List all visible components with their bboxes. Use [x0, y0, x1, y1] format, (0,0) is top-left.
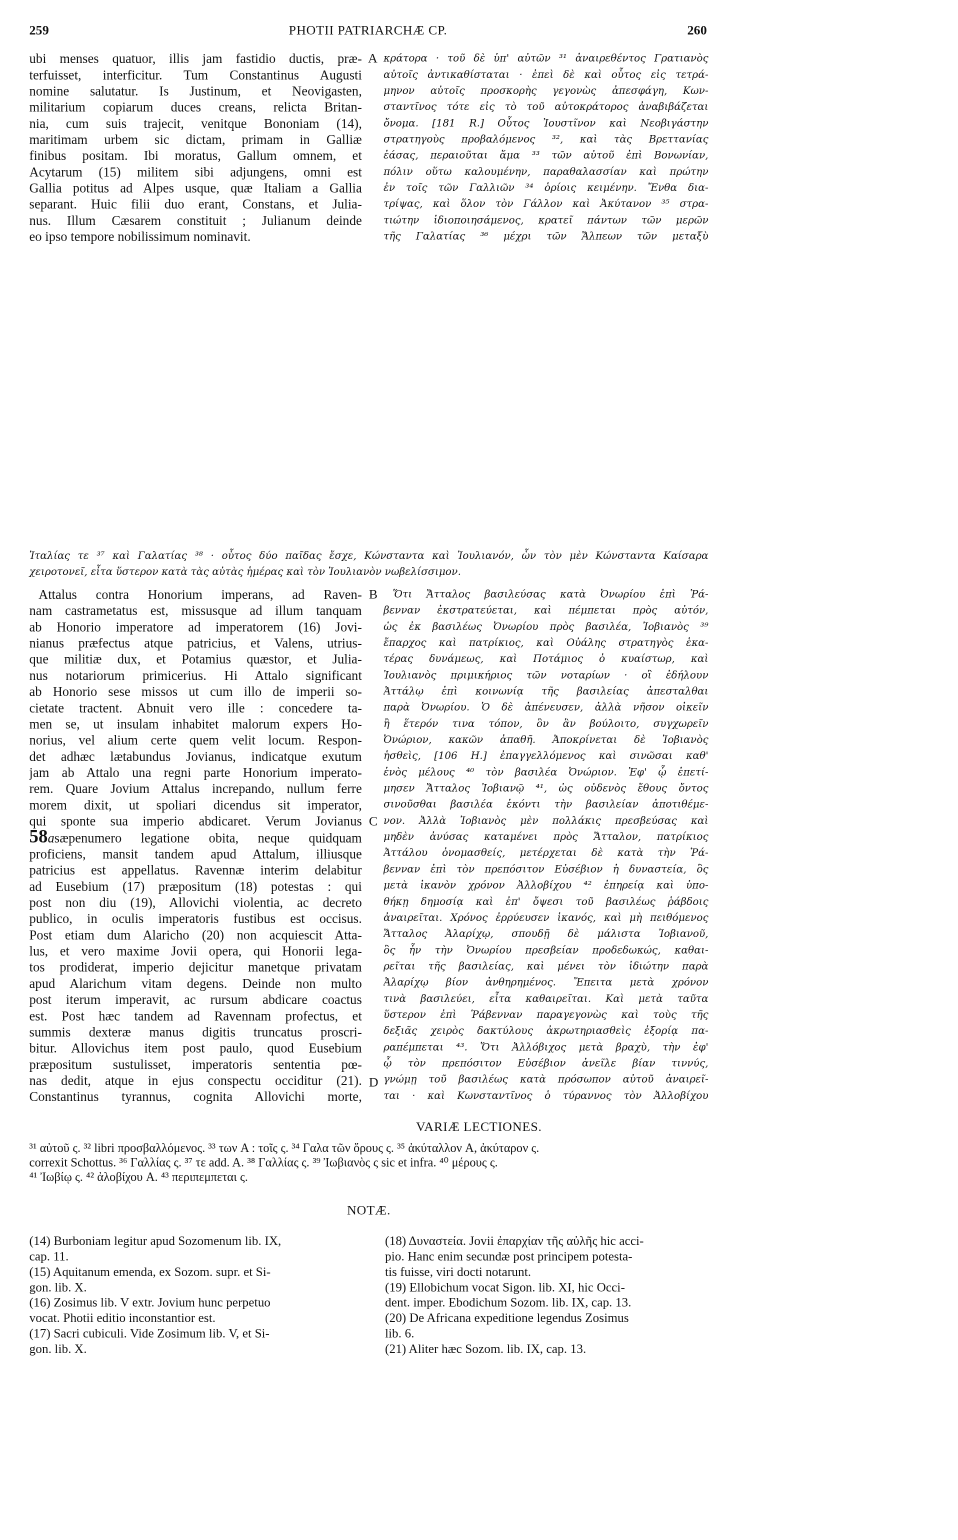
variae-heading: VARIÆ LECTIONES.	[416, 1119, 542, 1135]
note-line: (14) Burboniam legitur apud Sozomenum lib. IX,	[29, 1233, 282, 1249]
text-line: ἡσθεὶς, [106 H.] ἐπαγγελλόμενος καὶ σινῶσαι καθ'	[383, 750, 709, 763]
note-line: (15) Aquitanum emenda, ex Sozom. supr. et Si-	[29, 1264, 271, 1279]
text-line: ἐάσας, περαιοῦται ἅμα ³³ τῶν αὐτοῦ ἐπὶ Βονωνίαν,	[383, 150, 709, 162]
text-line: terfuisset, interficitur. Tum Constantinus Augusti	[29, 67, 362, 83]
text-line: σινοῦσθαι βασιλέα ἑκόντι τὴν βασιλείαν ἀποτιθέμε-	[383, 799, 709, 811]
page-number-right: 260	[687, 23, 707, 38]
text-line: στρατηγοὺς προβαλόμενος ³², καὶ τὰς Βρεττανίας	[383, 133, 709, 146]
text-line: maritimam urbem sic dictam, primam in Galliæ	[29, 132, 362, 148]
text-line: πόλιν οὕτω καλουμένην, παραθαλασσίαν καὶ πρώτην	[383, 166, 709, 178]
text-line: ἀναιρεῖται. Χρόνος ἐρρύευσεν ἱκανός, καὶ μὴ πειθόμενος	[383, 912, 709, 924]
text-line: τέρας δυνάμεως, καὶ Ποτάμιος ὁ κυαίστωρ, καὶ	[383, 653, 709, 666]
note-line: pio. Hanc enim secundæ post principem potesta-	[385, 1248, 633, 1264]
text-line: det adhæc lætabundus Jovianus, indicatque exutum	[29, 749, 362, 764]
note-line: (19) Ellobichum vocat Sigon. lib. XI, hic Occi-	[385, 1279, 625, 1295]
text-line: est. Post hæc tandem ad Ravennam profectus, et	[29, 1008, 362, 1024]
text-line: ᾧ τὸν πρεπόσιτον Εὐσέβιον ἀνεῖλε βίαν τιννύς,	[383, 1057, 709, 1070]
text-line: Ἰουλιανὸς πριμικήριος τῶν νοταρίων · οἳ ἐδήλουν	[383, 669, 709, 682]
text-line: nianus præfectus atque patricius, et Valens, utrius-	[29, 636, 362, 651]
text-line: ὄνομα. [181 R.] Οὗτος Ἰουστῖνον καὶ Νεοβιγάστην	[383, 117, 709, 130]
page-title: PHOTII PATRIARCHÆ CP.	[288, 23, 448, 38]
column-number: 58	[29, 826, 48, 847]
text-line: ὃς ἦν τὴν Ὀνωρίου πρεσβείαν προδεδωκώς, καθαι-	[383, 944, 709, 957]
text-line: νον. Ἀλλὰ Ἰοβιανὸς μὲν πολλάκις πρεσβεύσας καὶ	[383, 815, 709, 827]
text-line: τινὰ βασιλεύει, εἶτα καθαιρεῖται. Καὶ μετὰ ταῦτα	[383, 993, 709, 1005]
text-line: Gallia potitus ad Alpes usque, quæ Italiam a Gallia	[29, 180, 362, 196]
text-line: proficiens, mansit tandem apud Attalum, illiusque	[29, 847, 362, 862]
section-marker-d: D	[368, 1074, 379, 1090]
note-line: (17) Sacri cubiculi. Vide Zosimum lib. V, et Si-	[29, 1325, 270, 1341]
note-line: vocat. Photii editio inconstantior est.	[29, 1310, 216, 1326]
greek-column-b	[383, 587, 708, 1104]
text-line: cietate tractent. Abnuit vero ille : concedere ta-	[29, 700, 362, 716]
section-marker-c: C	[368, 813, 378, 829]
greek-fullwidth	[29, 548, 708, 580]
text-line: βενναν ἐκστρατεύεται, καὶ πέμπεται πρὸς αὐτόν,	[383, 605, 709, 617]
text-line: ἐν τοῖς τῶν Γαλλιῶν ³⁴ ὁρίοις κειμένην. Ἔνθα δια-	[383, 182, 709, 195]
text-line: ἢ ἕτερόν τινα τόπον, ὃν ἂν βούλοιτο, συγχωρεῖν	[383, 718, 709, 730]
running-header	[29, 23, 707, 41]
text-line: Ἄτταλος Ἀλαρίχῳ, σπουδῇ δὲ μάλιστα Ἰοβιανοῦ,	[383, 928, 709, 941]
note-line: cap. 11.	[29, 1248, 69, 1264]
text-line: apud Alarichum vitam degens. Deinde non multo	[29, 976, 362, 991]
text-line: μετὰ ἱκανὸν χρόνον Ἀλλοβίχου ⁴² ἐπηρείᾳ καὶ ὑπο-	[383, 880, 709, 892]
text-line: publico, in oculis imperatoris fustibus est occisus.	[29, 911, 362, 927]
section-marker-b: B	[368, 586, 378, 602]
text-line: nus. Illum Cæsarem constituit ; Julianum deinde	[29, 213, 362, 228]
text-line: ἔπαρχος καὶ πατρίκιος, καὶ Οὐάλης στρατηγὸς ἑκα-	[383, 637, 709, 650]
note-line: (20) De Africana expeditione legendus Zosimus	[385, 1310, 629, 1326]
text-line: ubi menses quatuor, illis jam fastidio ductis, præ-	[29, 51, 362, 67]
text-line: Ἀλαρίχῳ βίον ἀνθηρημένος. Ἔπειτα μετὰ χρόνον	[383, 977, 709, 989]
text-line: ab Honorio sese missos ut cum illo de imperii so-	[29, 684, 362, 700]
text-line: σταντῖνος τότε εἰς τὸ τοῦ αὐτοκράτορος ἀναβιβάζεται	[383, 101, 709, 114]
text-line: qui sponte sua imperio abdicaret. Verum Jovianus	[29, 813, 362, 829]
text-line: militarium copiarum duces creans, relicta Britan-	[29, 100, 362, 115]
text-line: μηδὲν ἀνύσας καταμένει πρὸς Ἄτταλον, πατρίκιος	[383, 831, 709, 844]
variae-line: correxit Schottus. ³⁶ Γαλλίας ς. ³⁷ τε add. A. ³⁸ Γαλλίας ς. ³⁹ Ἰωβιανὸς ς sic et infra. ⁴⁰ μέρους ς.	[29, 1156, 498, 1170]
text-line: Attalus contra Honorium imperans, ad Raven-	[38, 587, 362, 603]
text-line: men se, ut insulam inhabitet malorum expers Ho-	[29, 716, 362, 732]
text-line: jam ab Attalo una regni parte Honorium imperato-	[29, 765, 362, 781]
text-line: ται · καὶ Κωνσταντῖνος ὁ τύραννος τὸν Ἀλλοβίχου	[383, 1090, 709, 1102]
text-line: nomine salutatur. Is Justinum, et Neovigasten,	[29, 83, 362, 99]
note-line: (18) Δυναστεία. Jovii ἐπαρχίαν τῆς αὐλῆς hic acci-	[385, 1233, 644, 1249]
note-line: gon. lib. X.	[29, 1279, 87, 1295]
text-line: norius, vel alium certe quem velit locum. Respon-	[29, 733, 362, 748]
text-line: γνώμῃ τοῦ βασιλέως κατὰ πρόσωπον αὐτοῦ ἀναιρεῖ-	[383, 1074, 709, 1086]
text-line: ὡς ἐκ βασιλέως Ὀνωρίου πρὸς βασιλέα, Ἰοβιανὸς ³⁹	[383, 621, 709, 633]
text-line: patricius est appellatus. Ravennæ interim delabitur	[29, 863, 362, 878]
text-line: que militiæ dux, et Potamius quæstor, et Julia-	[29, 652, 362, 667]
text-line: κράτορα · τοῦ δὲ ὑπ' αὐτῶν ³¹ ἀναιρεθέντος Γρατιανὸς	[383, 53, 709, 65]
column-letter: a	[47, 830, 55, 846]
text-line: finibus positam. Ibi moratus, Gallum omnem, et	[29, 148, 362, 164]
text-line: αὐτοῖς ἀντικαθίσταται · ἐπεὶ δὲ καὶ οὗτος εἰς τετρά-	[383, 69, 709, 81]
text-line: sæpenumero legatione obita, neque quidquam	[54, 830, 362, 846]
lower-apparatus	[0, 1141, 738, 1526]
text-line: Ἀττάλου ὀνομασθείς, μετέρχεται δὲ κατὰ τὴν Ῥά-	[383, 847, 709, 860]
text-line: τρίψας, καὶ ὅλον τὸν Γάλλον καὶ Ἀκύτανον ³⁵ στρα-	[383, 198, 709, 211]
variae-line: ³¹ αὐτοῦ ς. ³² libri προσβαλλόμενος. ³³ των A : τοῖς ς. ³⁴ Γαλα τῶν ὅρους ς. ³⁵ ἀκύταλλον A, ἀκύταρον ς.	[29, 1141, 540, 1155]
notae-right	[385, 1234, 708, 1357]
text-line: Ἀττάλῳ ἐπὶ κοινωνίᾳ τῆς βασιλείας ἀπεσταλθαι	[383, 686, 709, 698]
text-line: δεξιᾶς χειρὸς δακτύλους ἀκρωτηριασθεὶς ἐξορίᾳ πα-	[383, 1025, 709, 1038]
text-line: præpositum sustulisset, imperatoris sententia pœ-	[29, 1057, 362, 1072]
text-line: Ὅτι Ἄτταλος βασιλεύσας κατὰ Ὀνωρίου ἐπὶ Ῥά-	[392, 589, 709, 601]
note-line: dent. imper. Ebodichum Sozom. lib. IX, cap. 13.	[385, 1295, 632, 1310]
text-line: Acytarum (15) militem sibi adjungens, omni est	[29, 164, 362, 180]
text-line: nam castrametatus est, missusque ad illum tanquam	[29, 603, 362, 619]
notae-left	[29, 1234, 360, 1357]
notae-heading: NOTÆ.	[346, 1202, 391, 1218]
text-line: βενναν ἐπὶ τὸν πρεπόσιτον Εὐσέβιον ἡ δυναστεία, ὃς	[383, 863, 709, 876]
text-line: χειροτονεῖ, εἶτα ὕστερον κατὰ τὰς αὐτὰς ἡμέρας καὶ τὸν Ἰουλιανὸν νωβελίσσιμον.	[29, 566, 461, 579]
note-line: (21) Aliter hæc Sozom. lib. IX, cap. 13.	[385, 1341, 587, 1356]
text-line: lus, et vero maxime Jovii opera, qui Honorii lega-	[29, 944, 362, 959]
note-line: tis fuisse, viri docti notarunt.	[385, 1264, 532, 1279]
text-line: Ὀνώριον, κακῶν ἀπαθῆ. Ἀποκρίνεται δὲ Ἰοβιανὸς	[383, 734, 709, 747]
text-line: summis dexteræ manus digitis truncatus proscri-	[29, 1024, 362, 1040]
note-line: lib. 6.	[385, 1325, 415, 1341]
greek-column-a	[383, 51, 708, 245]
text-line: Ἰταλίας τε ³⁷ καὶ Γαλατίας ³⁸ · οὗτος δύο παῖδας ἔσχε, Κώνσταντα καὶ Ἰουλιανόν, ὧν τὸν μὲν Κώνσταντα Καίσαρα	[29, 550, 709, 563]
text-line: ἑνὸς μέλους ⁴⁰ τὸν βασιλέα Ὀνώριον. Ἐφ' ᾧ ἐπετί-	[383, 766, 709, 779]
text-line: τῆς Γαλατίας ³⁶ μέχρι τῶν Ἄλπεων τῶν μεταξὺ	[383, 231, 709, 243]
text-line: παρὰ Ὀνωρίου. Ὁ δὲ ἀπένευσεν, ἀλλὰ νῆσον οἰκεῖν	[383, 702, 709, 714]
text-line: morem dixit, ut spoliari dicendus sit imperator,	[29, 797, 362, 813]
text-line: nia, cum suis trajecit, venitque Bononiam (14),	[29, 116, 362, 131]
note-line: gon. lib. X.	[29, 1341, 87, 1356]
text-line: rem. Quare Jovium Attalus increpando, nullum ferre	[29, 781, 362, 797]
text-line: post non diu (19), Allovichi violentia, ac decreto	[29, 895, 362, 911]
text-line: θήκῃ δημοσίᾳ καὶ ἐπ' ὄψεσι τοῦ βασιλέως ῥάβδοις	[383, 896, 709, 908]
text-line: ὕστερον ἐπὶ Ῥάβενναν παραγεγονὼς καὶ τοὺς τῆς	[383, 1009, 709, 1022]
text-line: post iterum imperavit, ac rursum abdicare coactus	[29, 992, 362, 1008]
text-line: ad Eusebium (17) præpositum (18) potestas : qui	[29, 879, 362, 894]
text-line-col-58	[29, 826, 362, 847]
text-line: ραπέμπεται ⁴³. Ὅτι Ἀλλόβιχος μετὰ βραχὺ, τὴν ἐφ'	[383, 1041, 709, 1054]
text-line: Post etiam dum Alaricho (20) non acquiescit Atta-	[29, 927, 362, 943]
text-line: Constantinus tyrannus, cognita Allovichi morte,	[29, 1089, 362, 1105]
text-line: separant. Huic filii duo erant, Constans, et Julia-	[29, 197, 362, 212]
text-line: eo ipso tempore nobilissimum nominavit.	[29, 229, 251, 245]
note-line: (16) Zosimus lib. V extr. Jovium hunc perpetuo	[29, 1295, 271, 1310]
text-line: τιώτην ἰδιοποιησάμενος, κρατεῖ πάντων τῶν μερῶν	[383, 214, 709, 227]
text-line: nas dedit, atque in ejus conspectu occiditur (21).	[29, 1073, 362, 1089]
text-line: tos prodiderat, imperio dejicitur manetque privatam	[29, 960, 362, 975]
section-marker-a: A	[368, 50, 378, 66]
text-line: μηνον αὐτοῖς προσκορὴς γεγονὼς ἀπεσφάγη, Κων-	[383, 85, 709, 98]
latin-column-a	[29, 51, 362, 245]
latin-column-b	[29, 587, 362, 1105]
text-line: μησεν Ἄτταλος Ἰοβιανῷ ⁴¹, ὡς οὐδενὸς ἔθους ὄντος	[383, 783, 709, 795]
page-number-left: 259	[29, 23, 49, 38]
text-line: ab Honorio imperatore ad imperatorem (16) Jovi-	[29, 619, 362, 635]
variae-lines	[29, 1141, 707, 1185]
text-line: ρεῖται τῆς βασιλείας, καὶ μένει τὸν ἰδιώτην παρὰ	[383, 960, 709, 973]
text-line: nus notariorum primicerius. Hi Attalo significant	[29, 668, 362, 683]
text-line: bitur. Allovichus item post paulo, quod Eusebium	[29, 1041, 362, 1056]
variae-line: ⁴¹ Ἰωβίῳ ς. ⁴² ἀλοβίχου A. ⁴³ περιπεμπεται ς.	[29, 1171, 248, 1185]
